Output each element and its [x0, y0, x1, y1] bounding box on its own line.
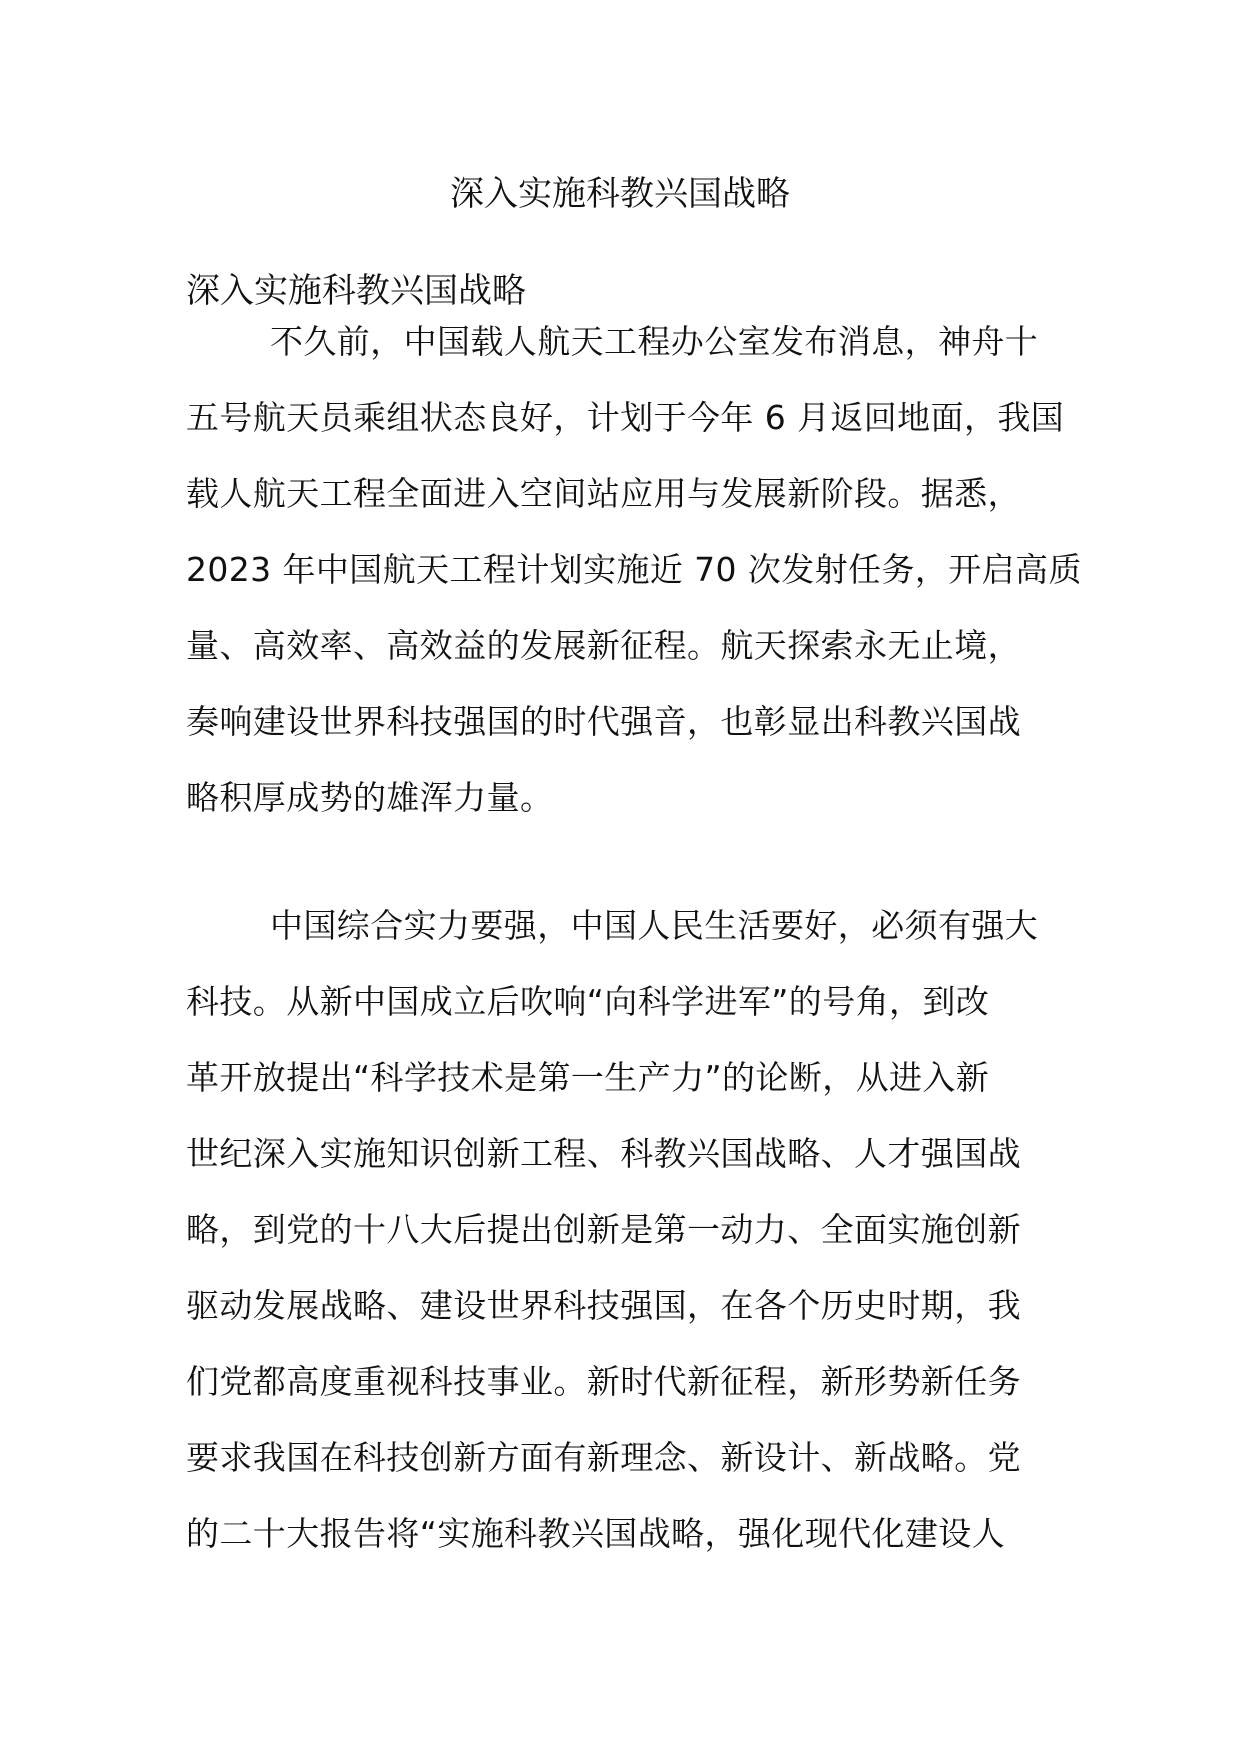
paragraph-line: 略，到党的十八大后提出创新是第一动力、全面实施创新 — [186, 1210, 1021, 1249]
paragraph-2 — [186, 888, 1066, 1572]
paragraph-line: 奏响建设世界科技强国的时代强音，也彰显出科教兴国战 — [186, 702, 1021, 741]
paragraph-line: 革开放提出“科学技术是第一生产力”的论断，从进入新 — [186, 1058, 990, 1097]
paragraph-line: 驱动发展战略、建设世界科技强国，在各个历史时期，我 — [186, 1286, 1021, 1325]
paragraph-line: 五号航天员乘组状态良好，计划于今年 6 月返回地面，我国 — [186, 398, 1065, 437]
paragraph-line: 要求我国在科技创新方面有新理念、新设计、新战略。党 — [186, 1438, 1021, 1477]
document-title: 深入实施科教兴国战略 — [450, 174, 790, 214]
document-subtitle: 深入实施科教兴国战略 — [186, 271, 526, 311]
paragraph-line: 科技。从新中国成立后吹响“向科学进军”的号角，到改 — [186, 982, 990, 1021]
paragraph-1 — [186, 304, 1082, 836]
paragraph-line: 中国综合实力要强，中国人民生活要好，必须有强大 — [270, 906, 1039, 945]
paragraph-line: 世纪深入实施知识创新工程、科教兴国战略、人才强国战 — [186, 1134, 1021, 1173]
paragraph-line: 2023 年中国航天工程计划实施近 70 次发射任务，开启高质 — [186, 550, 1082, 589]
paragraph-line: 略积厚成势的雄浑力量。 — [186, 778, 554, 817]
paragraph-line: 们党都高度重视科技事业。新时代新征程，新形势新任务 — [186, 1362, 1021, 1401]
paragraph-line: 不久前，中国载人航天工程办公室发布消息，神舟十 — [270, 322, 1039, 361]
paragraph-line: 载人航天工程全面进入空间站应用与发展新阶段。据悉， — [186, 474, 1021, 513]
paragraph-line: 的二十大报告将“实施科教兴国战略，强化现代化建设人 — [186, 1514, 1006, 1553]
paragraph-line: 量、高效率、高效益的发展新征程。航天探索永无止境， — [186, 626, 1021, 665]
